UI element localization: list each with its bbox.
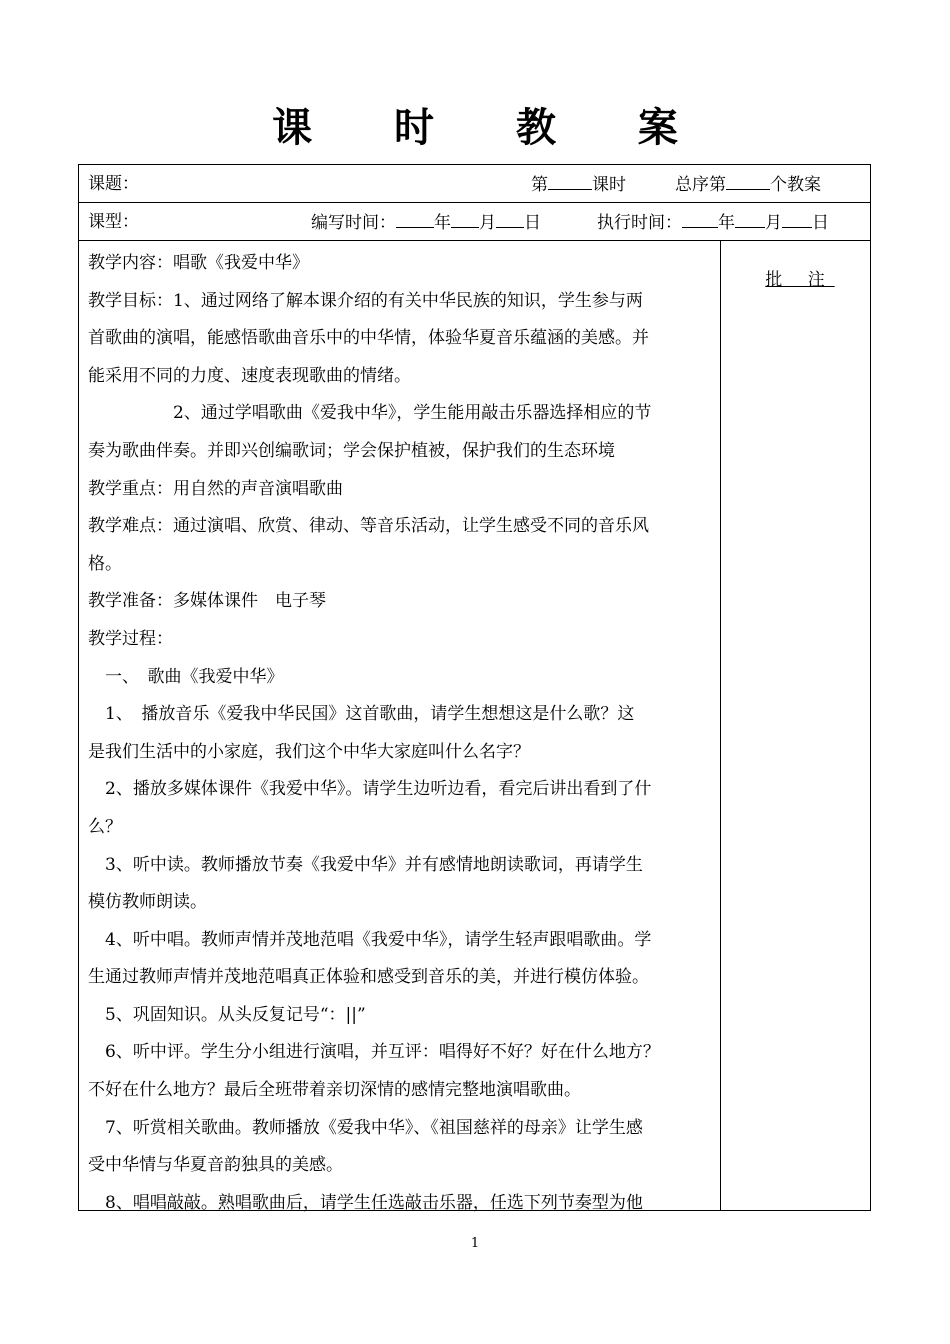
written-year: 年 (434, 213, 451, 233)
content-line: 1、 播放音乐《爱我中华民国》这首歌曲，请学生想想这是什么歌？这 (88, 704, 635, 725)
lesson-blank (548, 173, 592, 190)
topic-label: 课题： (88, 174, 139, 194)
exec-month-blank (735, 211, 765, 228)
lesson-content (88, 245, 713, 1222)
lesson-prefix: 第 (531, 175, 548, 195)
written-month: 月 (479, 213, 496, 233)
content-line: 奏为歌曲伴奏。并即兴创编歌词；学会保护植被，保护我们的生态环境 (88, 440, 615, 461)
exec-month: 月 (765, 213, 782, 233)
content-line: 教学重点：用自然的声音演唱歌曲 (88, 478, 343, 499)
written-year-blank (396, 211, 434, 228)
total-suffix: 个教案 (770, 175, 821, 195)
content-line: 不好在什么地方？最后全班带着亲切深情的感情完整地演唱歌曲。 (88, 1080, 581, 1101)
lesson-count-field (531, 173, 626, 196)
written-day: 日 (524, 213, 541, 233)
content-line: 教学准备：多媒体课件 电子琴 (88, 591, 326, 612)
exec-year: 年 (718, 213, 735, 233)
content-line: 生通过教师声情并茂地范唱真正体验和感受到音乐的美，并进行模仿体验。 (88, 967, 649, 988)
header-row-topic (79, 165, 870, 203)
exec-date-field (597, 211, 829, 234)
content-line: 教学过程： (88, 628, 173, 649)
page-title: 课 时 教 案 (272, 105, 712, 151)
content-line: 7、听赏相关歌曲。教师播放《爱我中华》、《祖国慈祥的母亲》让学生感 (88, 1117, 643, 1138)
lesson-plan-table (78, 164, 871, 1211)
total-prefix: 总序第 (675, 175, 726, 195)
page-number: 1 (470, 1236, 480, 1251)
content-line: 教学难点：通过演唱、欣赏、律动、等音乐活动，让学生感受不同的音乐风 (88, 516, 649, 537)
exec-day-blank (782, 211, 812, 228)
exec-year-blank (682, 211, 718, 228)
content-line: 8、唱唱敲敲。熟唱歌曲后，请学生任选敲击乐器，任选下列节奏型为他 (88, 1192, 643, 1213)
content-line: 模仿教师朗读。 (88, 892, 207, 913)
content-line: 3、听中读。教师播放节奏《我爱中华》并有感情地朗读歌词，再请学生 (88, 854, 643, 875)
remark-label: 批 注 (765, 270, 835, 290)
content-line: 能采用不同的力度、速度表现歌曲的情绪。 (88, 365, 411, 386)
written-day-blank (496, 211, 524, 228)
type-label: 课型： (88, 212, 139, 232)
content-line: 6、听中评。学生分小组进行演唱，并互评：唱得好不好？好在什么地方？ (88, 1042, 660, 1063)
written-date-field (311, 211, 541, 234)
total-blank (726, 173, 770, 190)
total-count-field (675, 173, 821, 196)
written-label: 编写时间： (311, 213, 396, 233)
content-line: 一、 歌曲《我爱中华》 (88, 666, 284, 687)
header-row-type (79, 203, 870, 241)
content-line: 么？ (88, 816, 122, 837)
content-line: 首歌曲的演唱，能感悟歌曲音乐中的中华情，体验华夏音乐蕴涵的美感。并 (88, 328, 649, 349)
content-line: 2、播放多媒体课件《我爱中华》。请学生边听边看，看完后讲出看到了什 (88, 779, 652, 800)
content-line: 格。 (88, 553, 122, 574)
lesson-suffix: 课时 (592, 175, 626, 195)
content-line: 教学目标：1、通过网络了解本课介绍的有关中华民族的知识，学生参与两 (88, 290, 643, 311)
written-month-blank (451, 211, 479, 228)
content-line: 2、通过学唱歌曲《爱我中华》，学生能用敲击乐器选择相应的节 (88, 403, 652, 424)
content-line: 5、巩固知识。从头反复记号“：||” (88, 1004, 366, 1025)
content-line: 受中华情与华夏音韵独具的美感。 (88, 1155, 343, 1176)
column-divider (720, 241, 721, 1210)
exec-label: 执行时间： (597, 213, 682, 233)
content-line: 4、听中唱。教师声情并茂地范唱《我爱中华》，请学生轻声跟唱歌曲。学 (88, 929, 652, 950)
exec-day: 日 (812, 213, 829, 233)
content-line: 教学内容：唱歌《我爱中华》 (88, 253, 309, 273)
content-line: 是我们生活中的小家庭，我们这个中华大家庭叫什么名字？ (88, 741, 530, 762)
